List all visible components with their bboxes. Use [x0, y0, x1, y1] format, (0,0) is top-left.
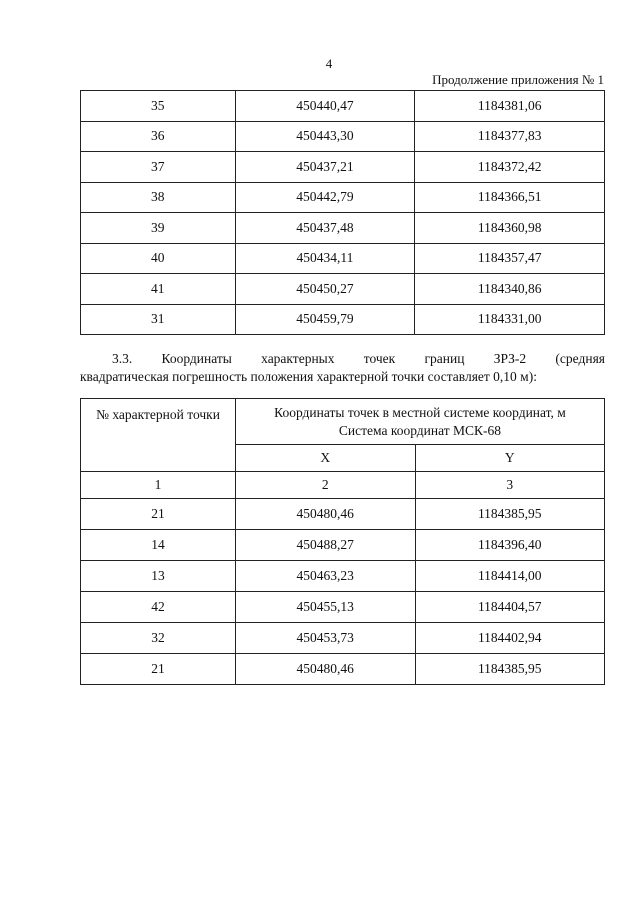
- header-coordinates-line1: Координаты точек в местной системе координат, м: [274, 404, 566, 420]
- point-number-cell: 14: [81, 530, 236, 561]
- table-row: [81, 121, 605, 152]
- table-row: [81, 274, 605, 305]
- header-x: X: [235, 445, 415, 472]
- x-coordinate-cell: 450459,79: [235, 304, 415, 335]
- y-coordinate-cell: 1184366,51: [415, 182, 605, 213]
- y-coordinate-cell: 1184377,83: [415, 121, 605, 152]
- table-row: [81, 243, 605, 274]
- header-point-number: № характерной точки: [81, 399, 236, 472]
- section-heading-line: 3.3. Координаты характерных точек границ ЗРЗ-2 (средняя: [112, 351, 605, 366]
- table-row: [81, 91, 605, 122]
- table-row: [81, 304, 605, 335]
- table-row: [81, 152, 605, 183]
- x-coordinate-cell: 450488,27: [235, 530, 415, 561]
- x-coordinate-cell: 450437,48: [235, 213, 415, 244]
- point-number-cell: 39: [81, 213, 236, 244]
- point-number-cell: 37: [81, 152, 236, 183]
- column-index-row: [81, 472, 605, 499]
- y-coordinate-cell: 1184404,57: [415, 592, 605, 623]
- table-header-row: [81, 399, 605, 445]
- table-row: [81, 213, 605, 244]
- y-coordinate-cell: 1184357,47: [415, 243, 605, 274]
- point-number-cell: 36: [81, 121, 236, 152]
- x-coordinate-cell: 450480,46: [235, 499, 415, 530]
- x-coordinate-cell: 450463,23: [235, 561, 415, 592]
- y-coordinate-cell: 1184385,95: [415, 499, 605, 530]
- x-coordinate-cell: 450443,30: [235, 121, 415, 152]
- appendix-note: Продолжение приложения № 1: [432, 72, 604, 87]
- column-index-cell: 1: [81, 472, 236, 499]
- point-number-cell: 21: [81, 654, 236, 685]
- y-coordinate-cell: 1184385,95: [415, 654, 605, 685]
- column-index-cell: 3: [415, 472, 605, 499]
- y-coordinate-cell: 1184414,00: [415, 561, 605, 592]
- table-row: [81, 623, 605, 654]
- column-index-cell: 2: [235, 472, 415, 499]
- header-y: Y: [415, 445, 605, 472]
- x-coordinate-cell: 450455,13: [235, 592, 415, 623]
- y-coordinate-cell: 1184402,94: [415, 623, 605, 654]
- y-coordinate-cell: 1184340,86: [415, 274, 605, 305]
- page-number: 4: [325, 56, 333, 71]
- y-coordinate-cell: 1184360,98: [415, 213, 605, 244]
- coordinates-table-continued: [80, 90, 605, 335]
- table-row: [81, 654, 605, 685]
- table-row: [81, 182, 605, 213]
- x-coordinate-cell: 450440,47: [235, 91, 415, 122]
- table-row: [81, 530, 605, 561]
- x-coordinate-cell: 450434,11: [235, 243, 415, 274]
- point-number-cell: 21: [81, 499, 236, 530]
- point-number-cell: 31: [81, 304, 236, 335]
- table-row: [81, 499, 605, 530]
- point-number-cell: 35: [81, 91, 236, 122]
- x-coordinate-cell: 450450,27: [235, 274, 415, 305]
- point-number-cell: 40: [81, 243, 236, 274]
- point-number-cell: 42: [81, 592, 236, 623]
- point-number-cell: 13: [81, 561, 236, 592]
- y-coordinate-cell: 1184331,00: [415, 304, 605, 335]
- point-number-cell: 32: [81, 623, 236, 654]
- coordinates-table-zrz2: [80, 398, 605, 685]
- x-coordinate-cell: 450437,21: [235, 152, 415, 183]
- header-coordinates-line2: Система координат МСК-68: [338, 422, 502, 438]
- x-coordinate-cell: 450442,79: [235, 182, 415, 213]
- header-coordinates-group: [235, 399, 604, 445]
- x-coordinate-cell: 450480,46: [235, 654, 415, 685]
- section-paragraph: [80, 350, 605, 386]
- y-coordinate-cell: 1184396,40: [415, 530, 605, 561]
- x-coordinate-cell: 450453,73: [235, 623, 415, 654]
- point-number-cell: 41: [81, 274, 236, 305]
- y-coordinate-cell: 1184372,42: [415, 152, 605, 183]
- y-coordinate-cell: 1184381,06: [415, 91, 605, 122]
- table-row: [81, 592, 605, 623]
- point-number-cell: 38: [81, 182, 236, 213]
- table-row: [81, 561, 605, 592]
- section-description-line: квадратическая погрешность положения характерной точки составляет 0,10 м):: [80, 369, 537, 384]
